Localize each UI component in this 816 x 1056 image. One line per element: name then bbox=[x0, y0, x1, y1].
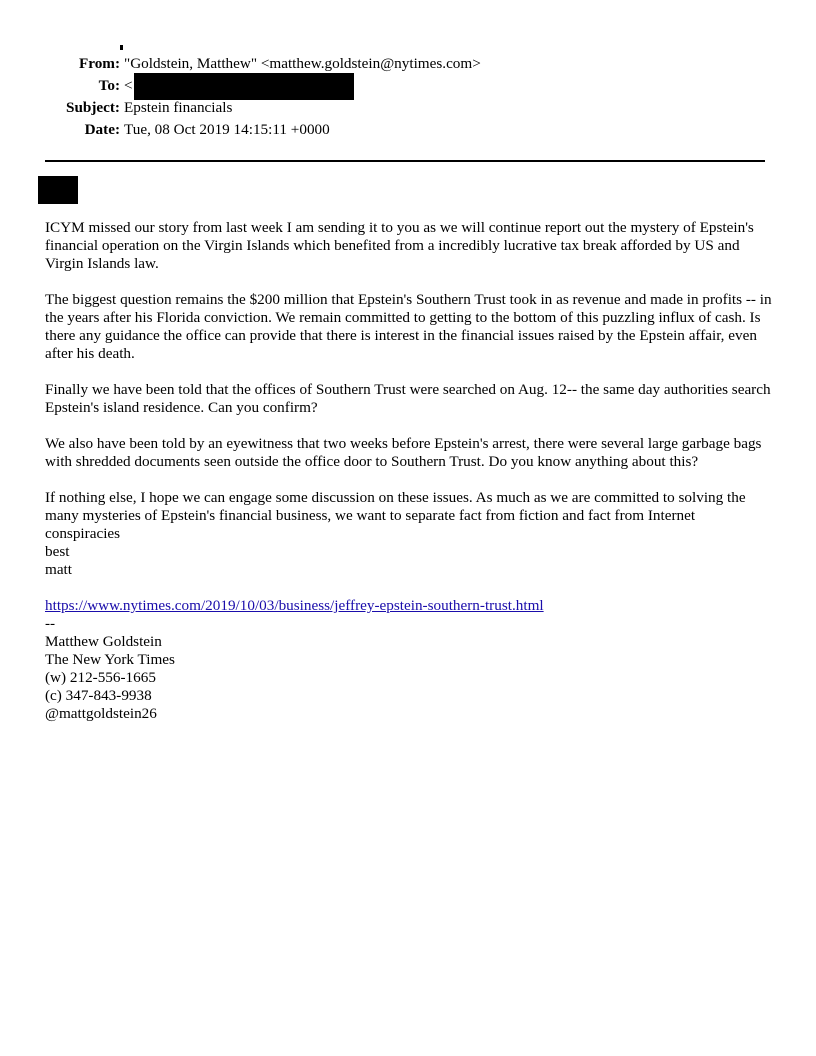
article-link[interactable]: https://www.nytimes.com/2019/10/03/business/jeffrey-epstein-southern-trust.html bbox=[45, 597, 544, 614]
body-paragraph: We also have been told by an eyewitness that two weeks before Epstein's arrest, there were several large garbage bags with shredded documents seen outside the office door to Southern Trust. Do you know anything about this? bbox=[45, 435, 762, 470]
signature-cell-phone: (c) 347-843-9938 bbox=[45, 687, 152, 704]
subject-value: Epstein financials bbox=[124, 99, 233, 116]
header-divider bbox=[45, 160, 765, 162]
redacted-block bbox=[38, 176, 78, 204]
signature-work-phone: (w) 212-556-1665 bbox=[45, 669, 156, 686]
signature-separator: -- bbox=[45, 615, 56, 632]
closing-block bbox=[45, 489, 773, 579]
body-paragraph: The biggest question remains the $200 million that Epstein's Southern Trust took in as revenue and made in profits -- in the years after his Florida conviction. We remain committed to getting to the bottom of this puzzling influx of cash. Is there any guidance the office can provide that there is interest in the financial issues raised by the Epstein affair, even after his death. bbox=[45, 291, 772, 362]
to-value: < bbox=[124, 77, 133, 94]
signature-block bbox=[45, 597, 773, 723]
closing-paragraph: If nothing else, I hope we can engage some discussion on these issues. As much as we are committed to solving the many mysteries of Epstein's financial business, we want to separate fact from fiction and fact from Internet conspiracies bbox=[45, 489, 746, 542]
from-label: From: bbox=[78, 55, 120, 72]
redacted-recipient bbox=[134, 73, 354, 100]
email-header bbox=[40, 53, 481, 141]
to-row bbox=[40, 75, 481, 97]
signature-organization: The New York Times bbox=[45, 651, 175, 668]
body-paragraph: ICYM missed our story from last week I am sending it to you as we will continue report out the mystery of Epstein's financial operation on the Virgin Islands which benefited from a incredibly lucrative tax break afforded by US and Virgin Islands law. bbox=[45, 219, 754, 272]
subject-row bbox=[40, 97, 481, 119]
signoff-best: best bbox=[45, 543, 70, 560]
email-body bbox=[45, 219, 773, 723]
signature-handle: @mattgoldstein26 bbox=[45, 705, 157, 722]
body-paragraph: Finally we have been told that the offices of Southern Trust were searched on Aug. 12-- the same day authorities search Epstein's island residence. Can you confirm? bbox=[45, 381, 771, 416]
from-value: "Goldstein, Matthew" <matthew.goldstein@nytimes.com> bbox=[124, 55, 481, 72]
scan-mark bbox=[120, 45, 123, 50]
signature-name: Matthew Goldstein bbox=[45, 633, 162, 650]
date-value: Tue, 08 Oct 2019 14:15:11 +0000 bbox=[124, 121, 330, 138]
to-label: To: bbox=[98, 77, 120, 94]
date-row bbox=[40, 119, 481, 141]
subject-label: Subject: bbox=[66, 99, 120, 116]
date-label: Date: bbox=[84, 121, 120, 138]
signoff-name: matt bbox=[45, 561, 72, 578]
